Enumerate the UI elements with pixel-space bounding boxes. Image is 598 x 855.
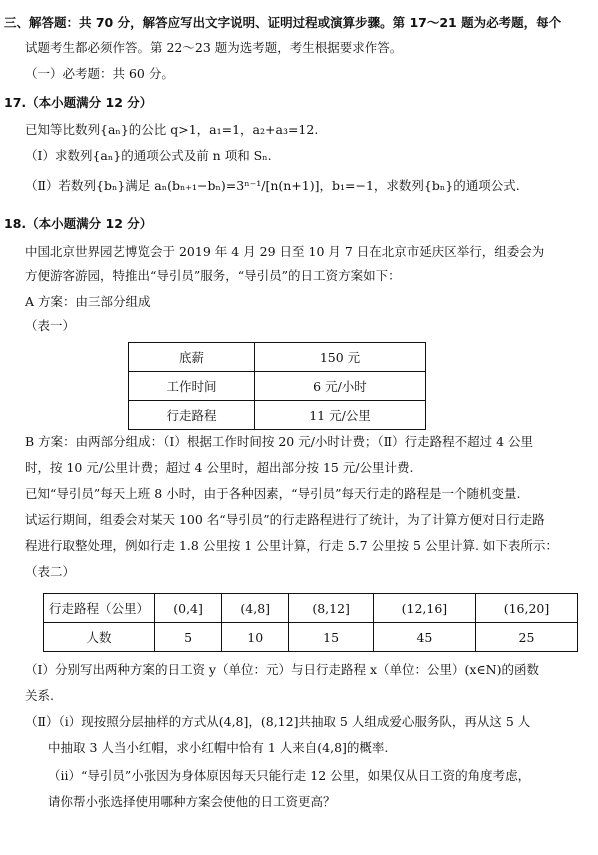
section-heading-line-1: 三、解答题：共 70 分，解答应写出文字说明、证明过程或演算步骤。第 17～21 题为必考题，每个: [4, 15, 562, 30]
table-row: [129, 372, 426, 401]
table2-label: （表二）: [25, 564, 76, 579]
info-line-2: 试运行期间，组委会对某天 100 名“导引员”的行走路程进行了统计，为了计算方便对日行走路: [25, 512, 545, 527]
table-cell: 行走路程（公里）: [44, 594, 155, 623]
table-row: [129, 343, 426, 372]
table-cell: 10: [222, 623, 289, 652]
q18-part1-line-2: 关系.: [25, 688, 54, 703]
q18-title: 18.（本小题满分 12 分）: [4, 216, 153, 231]
q17-stem: 已知等比数列{aₙ}的公比 q>1，a₁=1，a₂+a₃=12.: [25, 122, 319, 137]
table1-label: （表一）: [25, 318, 76, 333]
table-cell: 底薪: [129, 343, 255, 372]
table-cell: 25: [475, 623, 577, 652]
plan-b-line-2: 时，按 10 元/公里计费；超过 4 公里时，超出部分按 15 元/公里计费.: [25, 460, 414, 475]
table-cell: (12,16]: [373, 594, 475, 623]
table-cell: 150 元: [255, 343, 426, 372]
table-cell: (4,8]: [222, 594, 289, 623]
table-cell: 15: [289, 623, 374, 652]
table-row: [44, 594, 578, 623]
table-cell: 行走路程: [129, 401, 255, 430]
table-plan-a: [128, 342, 426, 430]
q18-part2-ii-line-1: （ⅱ）“导引员”小张因为身体原因每天只能行走 12 公里，如果仅从日工资的角度考虑，: [48, 768, 531, 783]
q18-intro-line-2: 方便游客游园，特推出“导引员”服务，“导引员”的日工资方案如下：: [25, 268, 401, 283]
q17-part2: （Ⅱ）若数列{bₙ}满足 aₙ(bₙ₊₁−bₙ)=3ⁿ⁻¹/[n(n+1)]，b₁=−1，求数列{bₙ}的通项公式.: [25, 178, 520, 193]
info-line-3: 程进行取整处理，例如行走 1.8 公里按 1 公里计算，行走 5.7 公里按 5 公里计算. 如下表所示：: [25, 538, 558, 553]
required-subheading: （一）必考题：共 60 分。: [25, 66, 174, 81]
q17-title: 17.（本小题满分 12 分）: [4, 95, 153, 110]
q18-part2-ii-line-2: 请你帮小张选择使用哪种方案会使他的日工资更高？: [48, 794, 336, 809]
table-walking-distance: [43, 593, 578, 652]
table-cell: 人数: [44, 623, 155, 652]
table-row: [44, 623, 578, 652]
q18-part2-i-line-2: 中抽取 3 人当小红帽，求小红帽中恰有 1 人来自(4,8]的概率.: [48, 740, 389, 755]
table-cell: (0,4]: [155, 594, 222, 623]
table-cell: 45: [373, 623, 475, 652]
plan-b-line-1: B 方案：由两部分组成：（Ⅰ）根据工作时间按 20 元/小时计费；（Ⅱ）行走路程不超过 4 公里: [25, 434, 534, 449]
plan-a-label: A 方案：由三部分组成: [25, 294, 151, 309]
table-cell: (16,20]: [475, 594, 577, 623]
table-cell: (8,12]: [289, 594, 374, 623]
info-line-1: 已知“导引员”每天上班 8 小时，由于各种因素，“导引员”每天行走的路程是一个随机变量.: [25, 486, 521, 501]
table-cell: 6 元/小时: [255, 372, 426, 401]
table-row: [129, 401, 426, 430]
table-cell: 工作时间: [129, 372, 255, 401]
q18-part2-i-line-1: （Ⅱ）（ⅰ）现按照分层抽样的方式从(4,8]，(8,12]共抽取 5 人组成爱心服务队，再从这 5 人: [25, 714, 531, 729]
q18-part1-line-1: （Ⅰ）分别写出两种方案的日工资 y（单位：元）与日行走路程 x（单位：公里）(x∈N)的函数: [25, 662, 539, 677]
table-cell: 11 元/公里: [255, 401, 426, 430]
table-cell: 5: [155, 623, 222, 652]
q17-part1: （Ⅰ）求数列{aₙ}的通项公式及前 n 项和 Sₙ.: [25, 148, 272, 163]
section-heading-line-2: 试题考生都必须作答。第 22～23 题为选考题，考生根据要求作答。: [25, 40, 403, 55]
q18-intro-line-1: 中国北京世界园艺博览会于 2019 年 4 月 29 日至 10 月 7 日在北京市延庆区举行，组委会为: [25, 244, 545, 259]
